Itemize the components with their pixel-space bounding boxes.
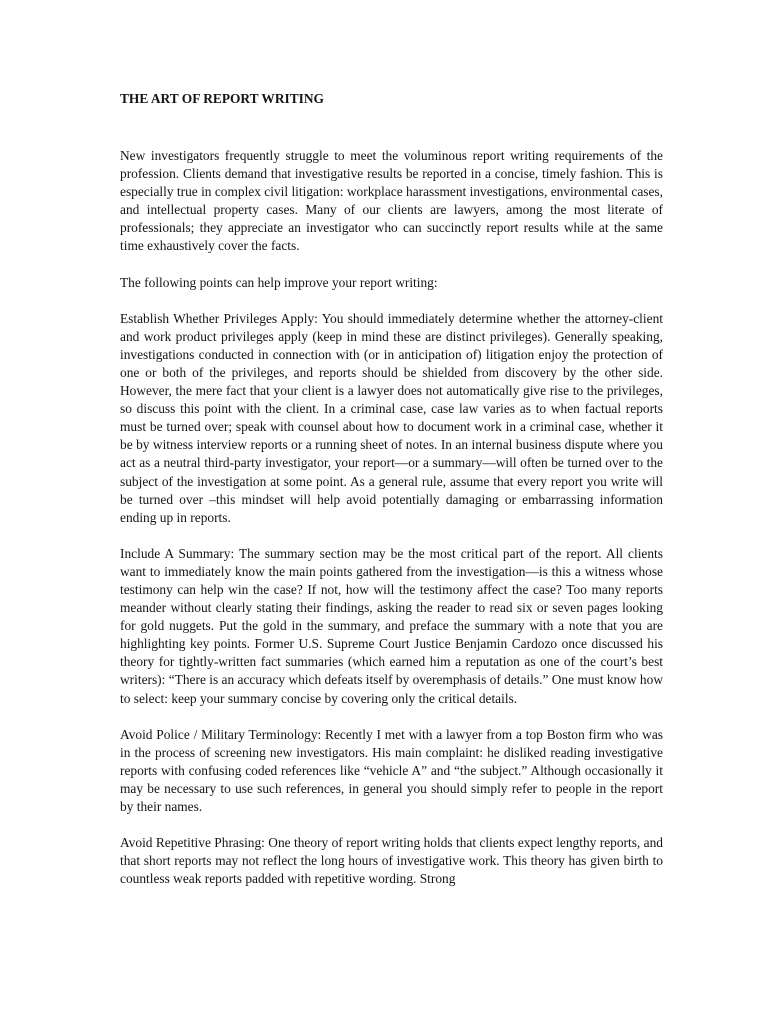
paragraph-privileges: Establish Whether Privileges Apply: You should immediately determine whether the attorney-client and work product privileges apply (keep in mind these are distinct privileges). Generally speaking, investigations conducted in connection with (or in anticipation of) litigation enjoy the protection of one or both of the privileges, and reports should be shielded from discovery by the other side. However, the mere fact that your client is a lawyer does not automatically give rise to the privileges, so discuss this point with the client. In a criminal case, case law varies as to when factual reports must be turned over; speak with counsel about how to document work in a criminal case, whether it be by witness interview reports or a running sheet of notes. In an internal business dispute where you act as a neutral third-party investigator, your report—or a summary—will often be turned over to the subject of the investigation at some point. As a general rule, assume that every report you write will be turned over –this mindset will help avoid potentially damaging or embarrassing information ending up in reports. [120, 310, 663, 525]
document-title: THE ART OF REPORT WRITING [120, 91, 324, 106]
document-page [120, 90, 663, 906]
paragraph-intro: New investigators frequently struggle to meet the voluminous report writing requirements of the profession. Clients demand that investigative results be reported in a concise, timely fashion. This is especially true in complex civil litigation: workplace harassment investigations, environmental cases, and intellectual property cases. Many of our clients are lawyers, among the most literate of professionals; they appreciate an investigator who can succinctly report results while at the same time exhaustively cover the facts. [120, 148, 663, 254]
paragraph-repetitive-phrasing: Avoid Repetitive Phrasing: One theory of report writing holds that clients expect lengthy reports, and that short reports may not reflect the long hours of investigative work. This theory has given birth to countless weak reports padded with repetitive wording. Strong [120, 835, 663, 887]
paragraph-terminology: Avoid Police / Military Terminology: Recently I met with a lawyer from a top Boston firm who was in the process of screening new investigators. His main complaint: he disliked reading investigative reports with confusing coded references like “vehicle A” and “the subject.” Although occasionally it may be necessary to use such references, in general you should simply refer to people in the report by their names. [120, 726, 663, 814]
paragraph-summary: Include A Summary: The summary section may be the most critical part of the report. All clients want to immediately know the main points gathered from the investigation—is this a witness whose testimony can help win the case? If not, how will the testimony affect the case? Too many reports meander without clearly stating their findings, asking the reader to read six or seven pages looking for gold nuggets. Put the gold in the summary, and preface the summary with a note that you are highlighting key points. Former U.S. Supreme Court Justice Benjamin Cardozo once discussed his theory for tightly-written fact summaries (which earned him a reputation as one of the court’s best writers): “There is an accuracy which defeats itself by overemphasis of details.” One must know how to select: keep your summary concise by covering only the critical details. [120, 545, 663, 706]
paragraph-points-lead: The following points can help improve your report writing: [120, 274, 438, 290]
